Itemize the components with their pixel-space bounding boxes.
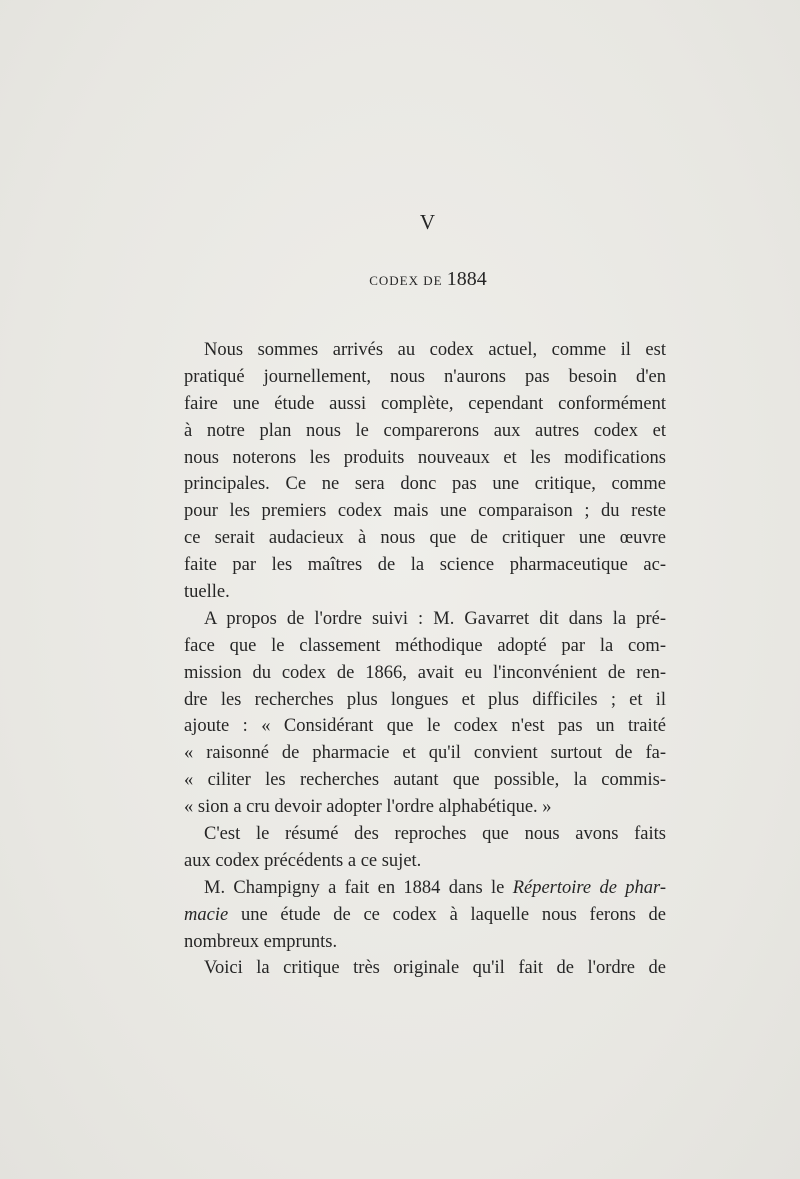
text-line: tuelle. <box>184 582 230 603</box>
text-line <box>184 875 666 902</box>
text-line: pratiqué journellement, nous n'aurons pas besoin d'en <box>184 366 666 387</box>
text-line: aux codex précédents a ce sujet. <box>184 850 422 871</box>
text-line: pour les premiers codex mais une comparaison ; du reste <box>184 501 666 522</box>
text-line: « raisonné de pharmacie et qu'il convient surtout de fa- <box>184 743 666 764</box>
chapter-title <box>0 268 800 291</box>
text-line: nous noterons les produits nouveaux et les modifications <box>184 447 666 468</box>
text-line: Voici la critique très originale qu'il fait de l'ordre de <box>204 958 666 979</box>
text-line: dre les recherches plus longues et plus difficiles ; et il <box>184 689 666 710</box>
italic-title: Répertoire de phar- <box>512 877 666 898</box>
chapter-title-year: 1884 <box>446 268 487 290</box>
text-line: A propos de l'ordre suivi : M. Gavarret dit dans la pré- <box>204 608 666 629</box>
text-line: faite par les maîtres de la science pharmaceutique ac- <box>184 555 666 576</box>
text-line: ce serait audacieux à nous que de critiquer une œuvre <box>184 528 666 549</box>
text-line: « ciliter les recherches autant que possible, la commis- <box>184 770 666 791</box>
body-text <box>184 337 666 982</box>
text-line-segment: M. Champigny a fait en 1884 dans le <box>204 877 505 898</box>
chapter-number: V <box>419 210 437 234</box>
text-line: C'est le résumé des reproches que nous avons faits <box>204 824 666 845</box>
text-line-segment: une étude de ce codex à laquelle nous ferons de <box>240 904 666 925</box>
text-line: mission du codex de 1866, avait eu l'inconvénient de ren- <box>184 662 666 683</box>
text-line <box>184 902 666 929</box>
text-line: Nous sommes arrivés au codex actuel, comme il est <box>204 340 666 360</box>
text-line: face que le classement méthodique adopté par la com- <box>184 635 666 656</box>
text-line: ajoute : « Considérant que le codex n'est pas un traité <box>184 716 666 737</box>
chapter-title-text: CODEX DE <box>369 273 443 288</box>
text-line: faire une étude aussi complète, cependant conformément <box>184 393 666 414</box>
text-line: nombreux emprunts. <box>184 931 338 952</box>
text-line: « sion a cru devoir adopter l'ordre alphabétique. » <box>184 797 552 818</box>
text-line: à notre plan nous le comparerons aux autres codex et <box>184 420 666 441</box>
text-line: principales. Ce ne sera donc pas une critique, comme <box>184 474 666 495</box>
italic-title: macie <box>184 904 229 925</box>
